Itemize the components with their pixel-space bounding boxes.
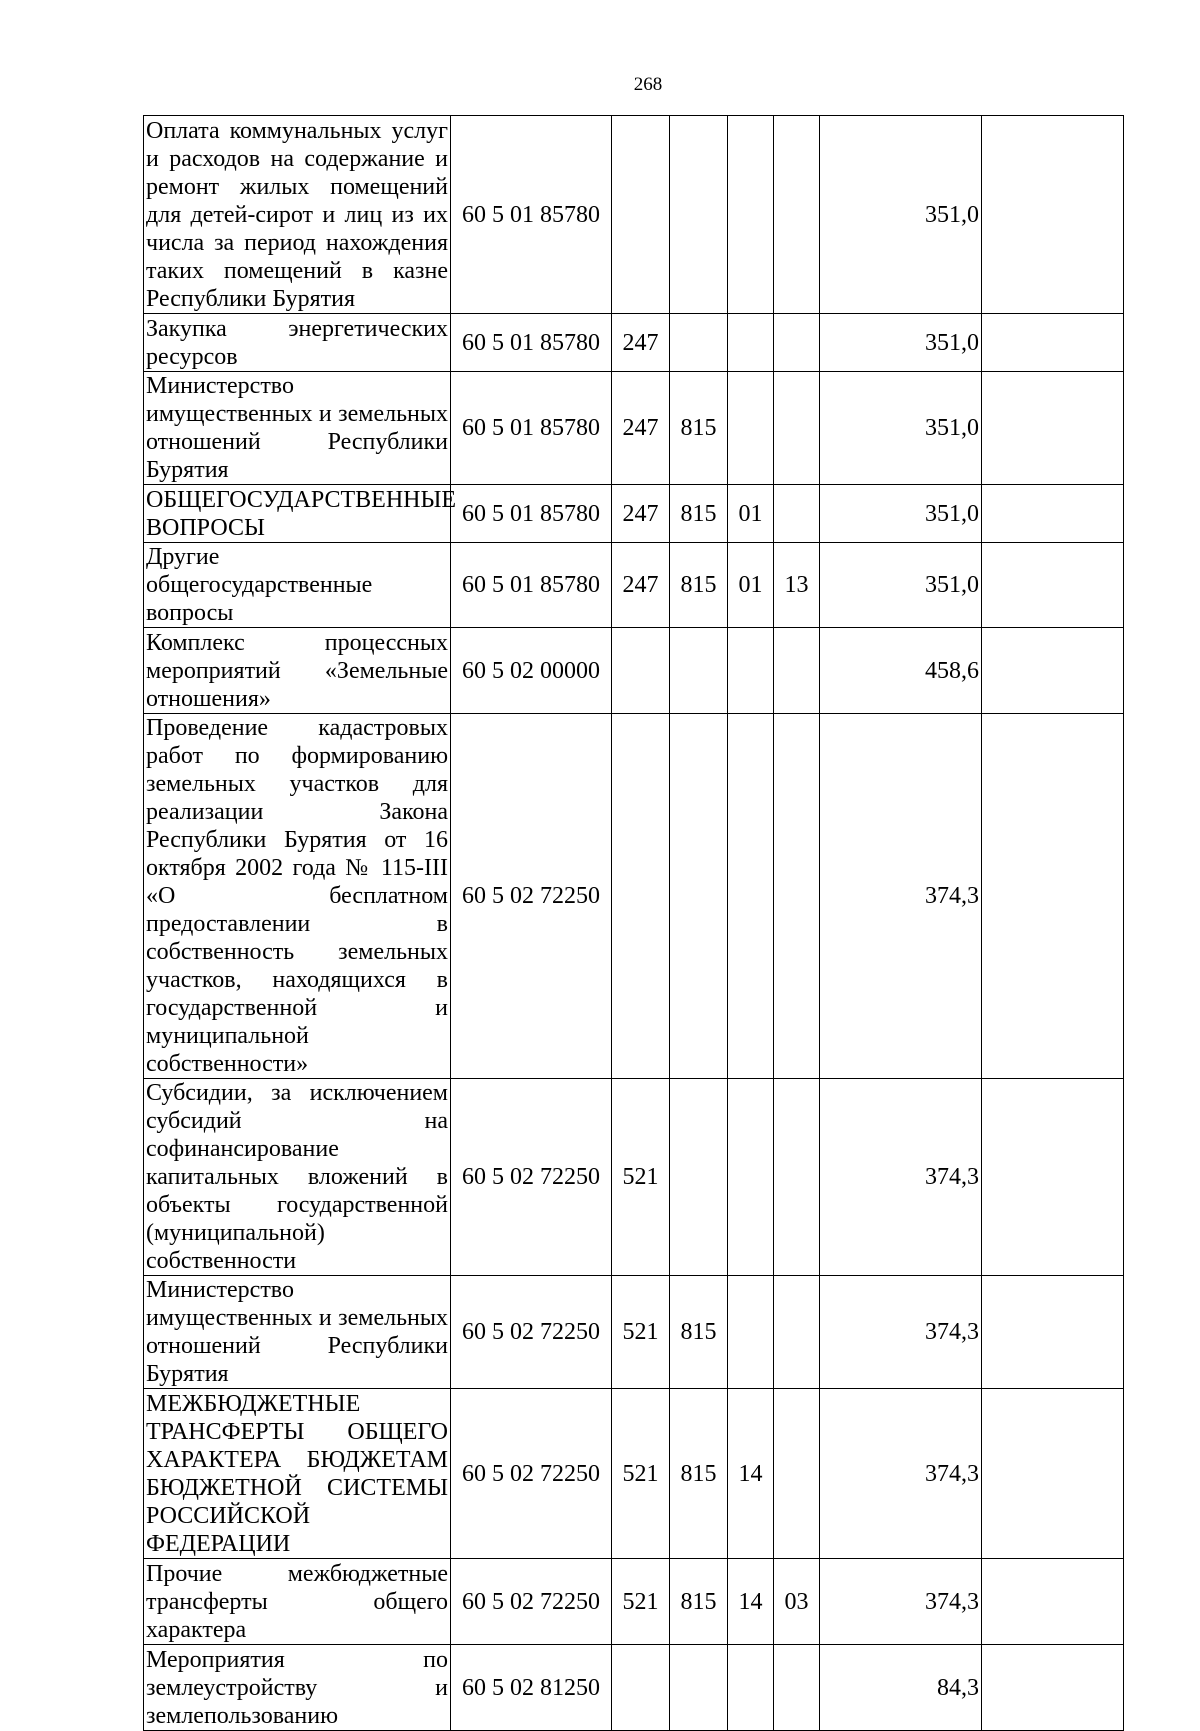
subsection-code: 03	[774, 1559, 820, 1645]
expense-type-code: 521	[612, 1079, 670, 1276]
ministry-code	[670, 1079, 728, 1276]
target-article-code: 60 5 01 85780	[451, 372, 612, 485]
section-code	[728, 314, 774, 372]
subsection-code	[774, 314, 820, 372]
expense-type-code: 521	[612, 1276, 670, 1389]
ministry-code	[670, 314, 728, 372]
expense-type-code: 247	[612, 314, 670, 372]
ministry-code: 815	[670, 1389, 728, 1559]
row-name: Мероприятия по землеустройству и землепользованию	[144, 1645, 451, 1731]
empty-cell	[982, 543, 1124, 628]
table-row	[144, 1276, 1124, 1389]
amount: 351,0	[820, 372, 982, 485]
target-article-code: 60 5 02 72250	[451, 1079, 612, 1276]
subsection-code	[774, 1645, 820, 1731]
table-row	[144, 1559, 1124, 1645]
empty-cell	[982, 1559, 1124, 1645]
section-code: 01	[728, 485, 774, 543]
subsection-code	[774, 485, 820, 543]
row-name: Субсидии, за исключением субсидий на софинансирование капитальных вложений в объекты государственной (муниципальной) собственности	[144, 1079, 451, 1276]
expense-type-code	[612, 1645, 670, 1731]
subsection-code	[774, 116, 820, 314]
empty-cell	[982, 372, 1124, 485]
amount: 374,3	[820, 1079, 982, 1276]
section-code	[728, 714, 774, 1079]
subsection-code	[774, 628, 820, 714]
amount: 374,3	[820, 1559, 982, 1645]
expense-type-code: 521	[612, 1389, 670, 1559]
table-row	[144, 714, 1124, 1079]
expense-type-code	[612, 628, 670, 714]
target-article-code: 60 5 01 85780	[451, 543, 612, 628]
ministry-code: 815	[670, 1559, 728, 1645]
empty-cell	[982, 1079, 1124, 1276]
empty-cell	[982, 1276, 1124, 1389]
expense-type-code	[612, 116, 670, 314]
section-code	[728, 1276, 774, 1389]
table-row	[144, 372, 1124, 485]
amount: 374,3	[820, 1389, 982, 1559]
subsection-code	[774, 1079, 820, 1276]
section-code	[728, 372, 774, 485]
expense-type-code: 247	[612, 485, 670, 543]
row-name: ОБЩЕГОСУДАРСТВЕННЫЕ ВОПРОСЫ	[144, 485, 451, 543]
ministry-code: 815	[670, 543, 728, 628]
target-article-code: 60 5 02 72250	[451, 1389, 612, 1559]
target-article-code: 60 5 02 72250	[451, 1559, 612, 1645]
page-number: 268	[633, 74, 663, 95]
target-article-code: 60 5 01 85780	[451, 314, 612, 372]
expense-type-code: 247	[612, 543, 670, 628]
table-row	[144, 1079, 1124, 1276]
table-row	[144, 485, 1124, 543]
row-name: МЕЖБЮДЖЕТНЫЕ ТРАНСФЕРТЫ ОБЩЕГО ХАРАКТЕРА БЮДЖЕТАМ БЮДЖЕТНОЙ СИСТЕМЫ РОССИЙСКОЙ ФЕДЕРАЦИИ	[144, 1389, 451, 1559]
section-code	[728, 1645, 774, 1731]
target-article-code: 60 5 02 00000	[451, 628, 612, 714]
row-name: Проведение кадастровых работ по формированию земельных участков для реализации Закона Республики Бурятия от 16 октября 2002 года № 115-III «О бесплатном предоставлении в собственность земельных участков, находящихся в государственной и муниципальной собственности»	[144, 714, 451, 1079]
ministry-code: 815	[670, 372, 728, 485]
row-name: Закупка энергетических ресурсов	[144, 314, 451, 372]
ministry-code	[670, 1645, 728, 1731]
table-row	[144, 1645, 1124, 1731]
expense-type-code: 247	[612, 372, 670, 485]
ministry-code: 815	[670, 485, 728, 543]
row-name: Министерство имущественных и земельных отношений Республики Бурятия	[144, 1276, 451, 1389]
row-name: Оплата коммунальных услуг и расходов на содержание и ремонт жилых помещений для детей-сирот и лиц из их числа за период нахождения таких помещений в казне Республики Бурятия	[144, 116, 451, 314]
expense-type-code	[612, 714, 670, 1079]
section-code: 14	[728, 1389, 774, 1559]
empty-cell	[982, 714, 1124, 1079]
ministry-code	[670, 116, 728, 314]
row-name: Прочие межбюджетные трансферты общего характера	[144, 1559, 451, 1645]
ministry-code	[670, 628, 728, 714]
empty-cell	[982, 1645, 1124, 1731]
amount: 351,0	[820, 543, 982, 628]
empty-cell	[982, 628, 1124, 714]
row-name: Комплекс процессных мероприятий «Земельные отношения»	[144, 628, 451, 714]
amount: 374,3	[820, 714, 982, 1079]
target-article-code: 60 5 02 72250	[451, 714, 612, 1079]
subsection-code	[774, 372, 820, 485]
target-article-code: 60 5 01 85780	[451, 485, 612, 543]
table-row	[144, 116, 1124, 314]
table-row	[144, 543, 1124, 628]
row-name: Другие общегосударственные вопросы	[144, 543, 451, 628]
target-article-code: 60 5 02 72250	[451, 1276, 612, 1389]
empty-cell	[982, 116, 1124, 314]
row-name: Министерство имущественных и земельных отношений Республики Бурятия	[144, 372, 451, 485]
amount: 351,0	[820, 116, 982, 314]
ministry-code: 815	[670, 1276, 728, 1389]
section-code: 14	[728, 1559, 774, 1645]
subsection-code	[774, 1276, 820, 1389]
amount: 351,0	[820, 485, 982, 543]
section-code	[728, 1079, 774, 1276]
budget-table	[143, 115, 1124, 1731]
subsection-code: 13	[774, 543, 820, 628]
empty-cell	[982, 1389, 1124, 1559]
empty-cell	[982, 314, 1124, 372]
ministry-code	[670, 714, 728, 1079]
section-code	[728, 116, 774, 314]
amount: 458,6	[820, 628, 982, 714]
amount: 84,3	[820, 1645, 982, 1731]
subsection-code	[774, 1389, 820, 1559]
empty-cell	[982, 485, 1124, 543]
table-row	[144, 1389, 1124, 1559]
expense-type-code: 521	[612, 1559, 670, 1645]
table-row	[144, 628, 1124, 714]
section-code	[728, 628, 774, 714]
subsection-code	[774, 714, 820, 1079]
section-code: 01	[728, 543, 774, 628]
table-row	[144, 314, 1124, 372]
amount: 351,0	[820, 314, 982, 372]
amount: 374,3	[820, 1276, 982, 1389]
target-article-code: 60 5 01 85780	[451, 116, 612, 314]
target-article-code: 60 5 02 81250	[451, 1645, 612, 1731]
